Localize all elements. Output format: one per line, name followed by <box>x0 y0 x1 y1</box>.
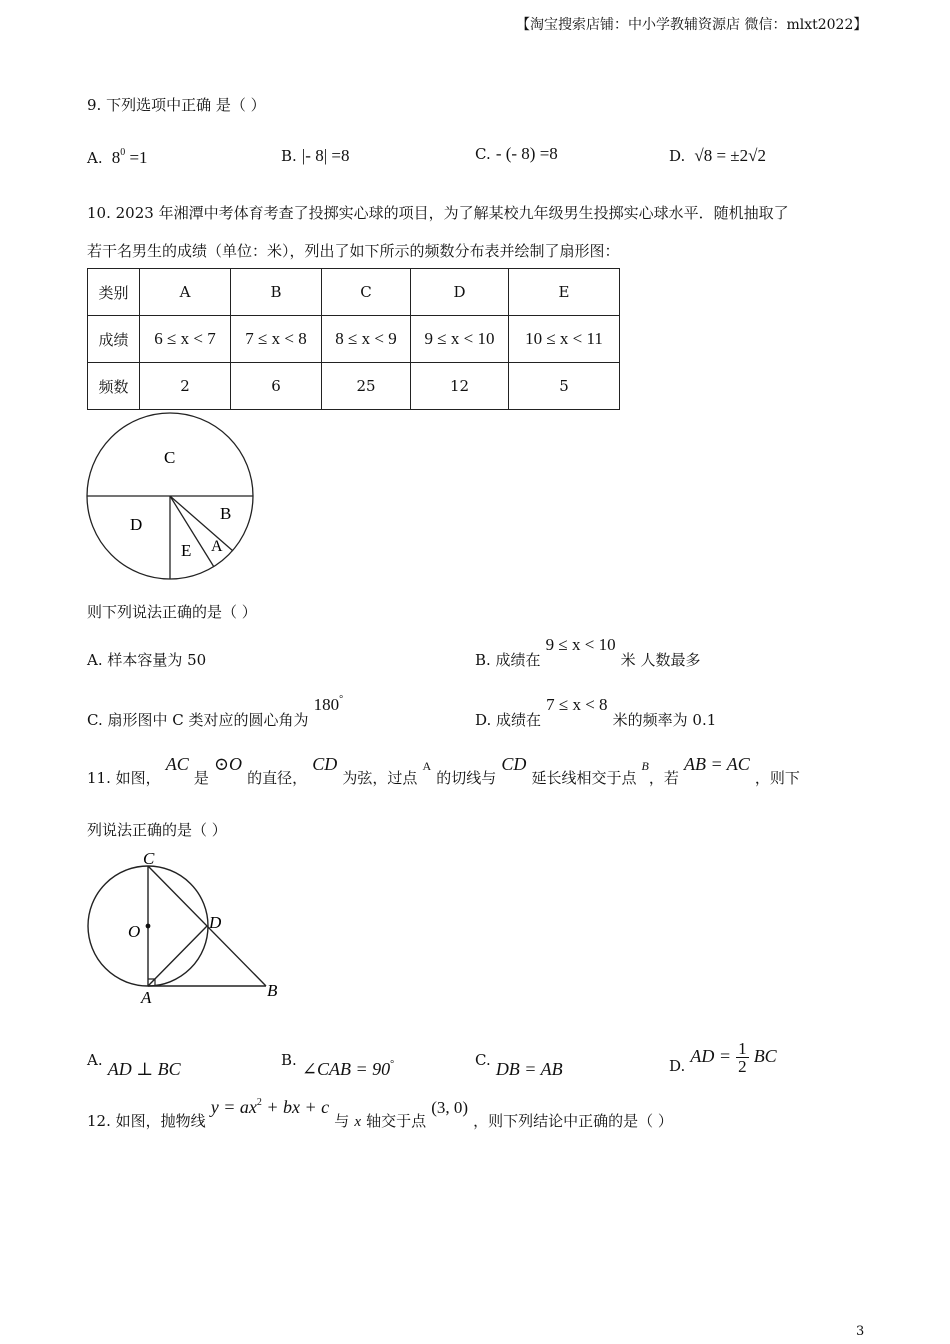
table-cell: 5 <box>509 363 620 410</box>
table-cell: 25 <box>322 363 411 410</box>
pie-label-c: C <box>164 448 176 467</box>
fig-label-b: B <box>267 981 278 1000</box>
row-header: 成绩 <box>88 316 140 363</box>
q10-option-d: D. 成绩在 7 ≤ x < 8 米的频率为 0.1 <box>475 695 717 729</box>
row-header: 类别 <box>88 269 140 316</box>
fraction-one-half: $\frac{1}{2}$ <box>738 1039 747 1076</box>
shop-note: 【淘宝搜索店铺：中小学教辅资源店 微信：mlxt2022】 <box>516 17 868 33</box>
pie-label-b: B <box>220 504 232 523</box>
page-number: 3 <box>856 1324 865 1339</box>
table-cell: 10 ≤ x < 11 <box>509 316 620 363</box>
pie-radius-e-a <box>170 496 214 567</box>
table-cell: 9 ≤ x < 10 <box>411 316 509 363</box>
q11-stem-line1: 11. 如图， AC 是 ⊙O 的直径， CD 为弦，过点 A 的切线与 CD 延长线相交于点 B，若 AB = AC ，则下 <box>87 754 800 787</box>
table-cell: 12 <box>411 363 509 410</box>
table-cell: A <box>140 269 231 316</box>
table-row-range <box>88 316 620 363</box>
table-cell: 6 ≤ x < 7 <box>140 316 231 363</box>
frequency-table <box>87 268 620 410</box>
q9-option-d: D. √8 = ±2√2 <box>669 146 766 165</box>
fig-label-d: D <box>209 913 222 932</box>
chord-ad <box>148 926 207 986</box>
q10-option-c: C. 扇形图中 C 类对应的圆心角为 180° <box>87 694 344 729</box>
q11-stem-line2: 列说法正确的是（ ） <box>87 821 227 839</box>
table-cell: 6 <box>231 363 322 410</box>
q9-option-a: A. $8^0 =1$ <box>87 147 148 167</box>
pie-label-e: E <box>181 541 192 560</box>
q10-stem-line1: 10. 2023 年湘潭中考体育考查了投掷实心球的项目，为了解某校九年级男生投掷实心球水平．随机抽取了 <box>87 204 789 222</box>
pie-chart-figure <box>80 410 265 585</box>
q10-stem-line2: 若干名男生的成绩（单位：米），列出了如下所示的频数分布表并绘制了扇形图： <box>87 242 620 260</box>
pie-label-d: D <box>130 515 143 534</box>
q10-question: 则下列说法正确的是（ ） <box>87 603 257 621</box>
circle-tangent-figure <box>80 846 295 1011</box>
q12-stem: 12. 如图，抛物线 $y = ax^2$ + bx + c 与 x 轴交于点 (3, 0) ，则下列结论中正确的是（ ） <box>87 1097 673 1130</box>
table-cell: B <box>231 269 322 316</box>
q11-option-c: C. DB = AB <box>475 1051 563 1079</box>
table-row-category <box>88 269 620 316</box>
fig-label-c: C <box>143 849 155 868</box>
fig-label-o: O <box>128 922 141 941</box>
q9-option-c: C. - (- 8) =8 <box>475 144 558 163</box>
center-point <box>146 924 151 929</box>
q10-option-a: A. 样本容量为 50 <box>87 651 207 669</box>
table-row-count <box>88 363 620 410</box>
table-cell: D <box>411 269 509 316</box>
row-header: 频数 <box>88 363 140 410</box>
q11-option-d: D. AD = $\frac{1}{2}$ BC <box>669 1039 777 1076</box>
q9-option-b: B. |- 8| =8 <box>281 146 350 165</box>
table-cell: E <box>509 269 620 316</box>
table-cell: 2 <box>140 363 231 410</box>
q9-stem: 9. 下列选项中正确 是（ ） <box>87 96 266 114</box>
q10-option-b: B. 成绩在 9 ≤ x < 10 米 人数最多 <box>475 635 701 669</box>
q11-option-a: A. AD ⊥ BC <box>87 1051 181 1079</box>
pie-label-a: A <box>211 538 223 555</box>
q11-option-b: B. ∠CAB = 90° <box>281 1051 395 1079</box>
table-cell: 7 ≤ x < 8 <box>231 316 322 363</box>
table-cell: C <box>322 269 411 316</box>
table-cell: 8 ≤ x < 9 <box>322 316 411 363</box>
fig-label-a: A <box>141 988 152 1007</box>
